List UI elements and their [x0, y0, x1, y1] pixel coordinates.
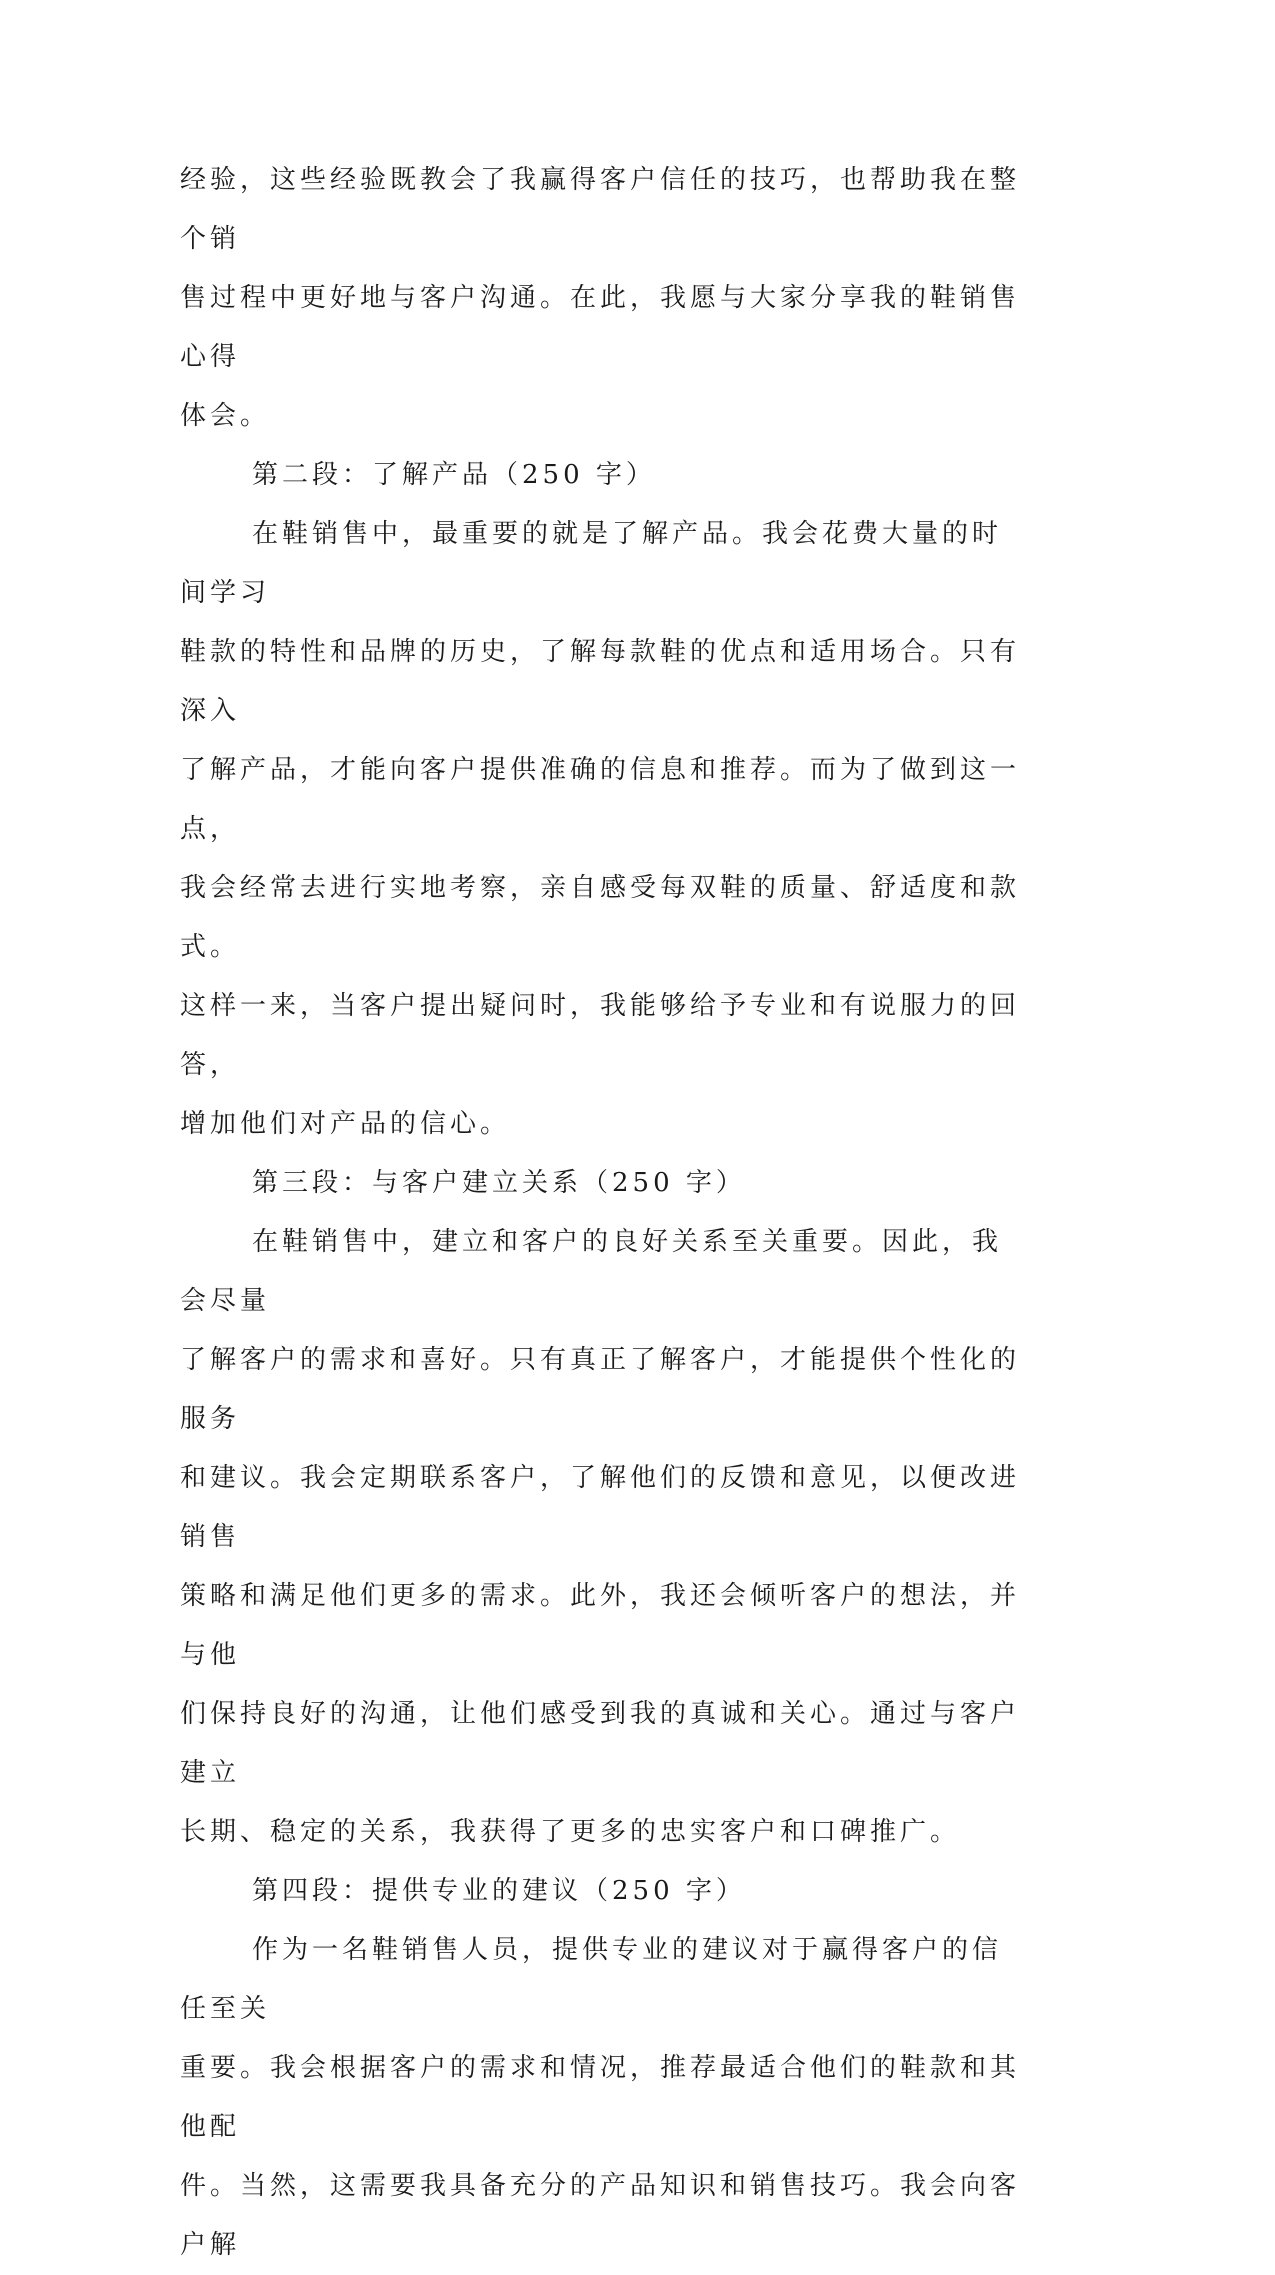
- text-line: 经验，这些经验既教会了我赢得客户信任的技巧，也帮助我在整个销: [180, 165, 1021, 254]
- text-line: 长期、稳定的关系，我获得了更多的忠实客户和口碑推广。: [180, 1817, 961, 1847]
- text-line: 策略和满足他们更多的需求。此外，我还会倾听客户的想法，并与他: [180, 1581, 1021, 1670]
- section-heading-4: [180, 1862, 1030, 1921]
- text-line: 重要。我会根据客户的需求和情况，推荐最适合他们的鞋款和其他配: [180, 2053, 1021, 2142]
- heading-text: 第四段：提供专业的建议（250 字）: [252, 1876, 746, 1906]
- text-line: 这样一来，当客户提出疑问时，我能够给予专业和有说服力的回答，: [180, 991, 1021, 1080]
- text-line: 和建议。我会定期联系客户，了解他们的反馈和意见，以便改进销售: [180, 1463, 1021, 1552]
- text-line: 件。当然，这需要我具备充分的产品知识和销售技巧。我会向客户解: [180, 2171, 1021, 2260]
- text-line: 我会经常去进行实地考察，亲自感受每双鞋的质量、舒适度和款式。: [180, 873, 1021, 962]
- text-line: 售过程中更好地与客户沟通。在此，我愿与大家分享我的鞋销售心得: [180, 283, 1021, 372]
- text-line: 体会。: [180, 401, 271, 431]
- text-line: 作为一名鞋销售人员，提供专业的建议对于赢得客户的信任至关: [180, 1935, 1003, 2024]
- text-line: 们保持良好的沟通，让他们感受到我的真诚和关心。通过与客户建立: [180, 1699, 1021, 1788]
- section-heading-2: [180, 446, 1030, 505]
- section-heading-3: [180, 1154, 1030, 1213]
- text-line: 在鞋销售中，建立和客户的良好关系至关重要。因此，我会尽量: [180, 1227, 1003, 1316]
- paragraph-intro-continued: [180, 151, 1030, 446]
- heading-text: 第二段：了解产品（250 字）: [252, 460, 656, 490]
- paragraph-professional-advice: [180, 1921, 1030, 2275]
- text-line: 了解产品，才能向客户提供准确的信息和推荐。而为了做到这一点，: [180, 755, 1021, 844]
- paragraph-understand-product: [180, 505, 1030, 1154]
- text-line: 鞋款的特性和品牌的历史，了解每款鞋的优点和适用场合。只有深入: [180, 637, 1021, 726]
- text-line: 在鞋销售中，最重要的就是了解产品。我会花费大量的时间学习: [180, 519, 1003, 608]
- paragraph-build-relationship: [180, 1213, 1030, 1862]
- document-body: [180, 151, 1030, 2275]
- text-line: 了解客户的需求和喜好。只有真正了解客户，才能提供个性化的服务: [180, 1345, 1021, 1434]
- heading-text: 第三段：与客户建立关系（250 字）: [252, 1168, 746, 1198]
- text-line: 增加他们对产品的信心。: [180, 1109, 511, 1139]
